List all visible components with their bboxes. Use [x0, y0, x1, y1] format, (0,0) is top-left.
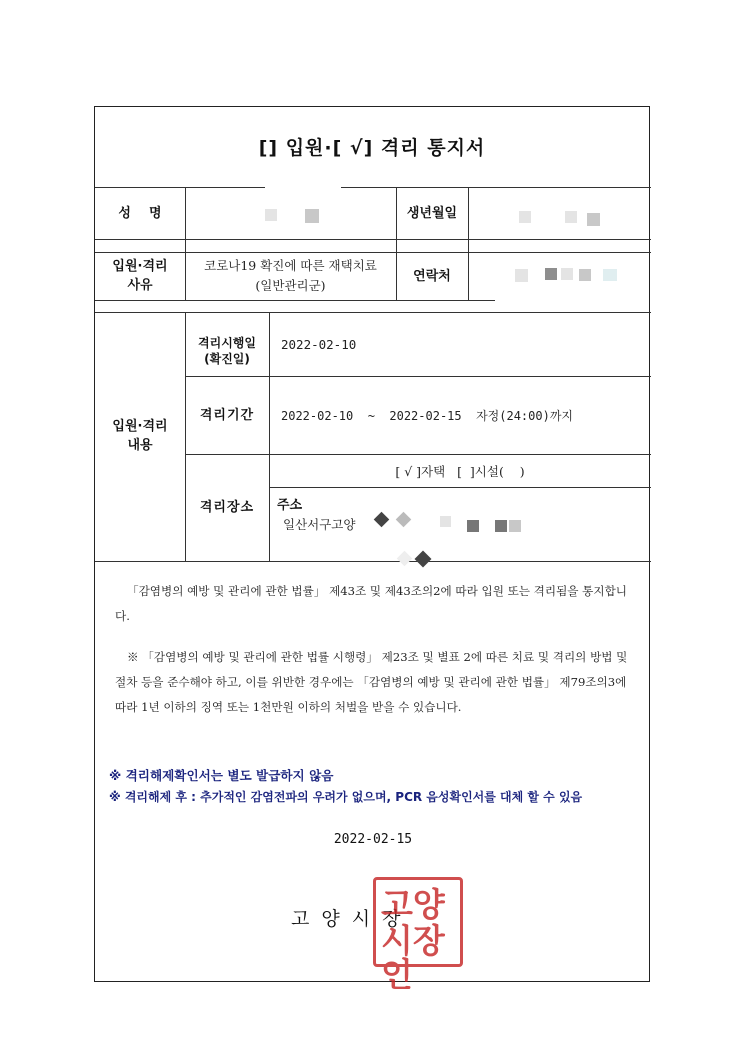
start-date-label: 격리시행일 (확진일) [198, 336, 256, 366]
address-label: 주소 [277, 498, 303, 513]
reason-label: 입원·격리 사유 [112, 259, 168, 293]
start-date-value: 2022-02-10 [281, 337, 357, 352]
divider [269, 487, 651, 488]
notice-paragraph: 「감염병의 예방 및 관리에 관한 법률」 제43조 및 제43조의2에 따라 입원 또는 격리됨을 통지합니다. [115, 584, 627, 623]
redacted-mark [579, 269, 591, 281]
official-seal: 고양 시장인 [373, 877, 463, 967]
divider [95, 312, 651, 313]
redacted-mark [415, 551, 432, 568]
divider [95, 252, 651, 253]
redacted-mark [509, 520, 521, 532]
divider [341, 187, 651, 188]
issuer-name: 고 양 시 장 [291, 908, 404, 930]
redacted-mark [561, 268, 573, 280]
redacted-mark [495, 520, 507, 532]
birth-label: 생년월일 [406, 206, 458, 221]
divider [95, 187, 265, 188]
redacted-mark [374, 512, 390, 528]
redacted-mark [397, 551, 413, 567]
contact-label: 연락처 [413, 269, 451, 284]
notification-document [94, 106, 650, 994]
issue-date: 2022-02-15 [333, 832, 413, 847]
divider [95, 561, 651, 562]
release-notice-1: ※ 격리해제확인서는 별도 발급하지 않음 [109, 768, 334, 783]
redacted-mark [515, 269, 528, 282]
redacted-mark [565, 211, 577, 223]
place-options: [ √ ]자택 [ ]시설( ) [395, 464, 525, 479]
divider [95, 300, 495, 301]
release-notice-2: ※ 격리해제 후 : 추가적인 감염전파의 우려가 없으며, PCR 음성확인서를 대체 할 수 있음 [109, 790, 583, 804]
name-label: 성 명 [118, 206, 162, 221]
redacted-mark [265, 209, 277, 221]
redacted-mark [603, 269, 617, 281]
warning-paragraph: ※ 「감염병의 예방 및 관리에 관한 법률 시행령」 제23조 및 별표 2에 따른 치료 및 격리의 방법 및 절차 등을 준수해야 하고, 이를 위반한 경우에는 「감염병의 예방 및 관리에 관한 법률」 제79조의3에 따라 1년 이하의 징역 또는 1천만원 이하의 처벌을 받을 수 있습니다. [115, 650, 628, 714]
divider [95, 239, 651, 240]
content-label: 입원·격리 내용 [112, 419, 168, 453]
divider [468, 187, 469, 300]
divider [185, 454, 651, 455]
redacted-mark [396, 512, 412, 528]
redacted-mark [440, 516, 451, 527]
period-label: 격리기간 [199, 408, 255, 423]
reason-value: 코로나19 확진에 따른 재택치료 (일반관리군) [204, 258, 377, 293]
divider [269, 312, 270, 561]
redacted-mark [467, 520, 479, 532]
redacted-mark [545, 268, 557, 280]
place-label: 격리장소 [199, 500, 255, 515]
divider [185, 376, 651, 377]
period-value: 2022-02-10 ~ 2022-02-15 자정(24:00)까지 [281, 409, 574, 423]
address-value: 일산서구고양 [283, 517, 356, 532]
redacted-mark [519, 211, 531, 223]
document-title: [] 입원·[ √] 격리 통지서 [258, 137, 486, 159]
redacted-mark [305, 209, 319, 223]
redacted-mark [587, 213, 600, 226]
